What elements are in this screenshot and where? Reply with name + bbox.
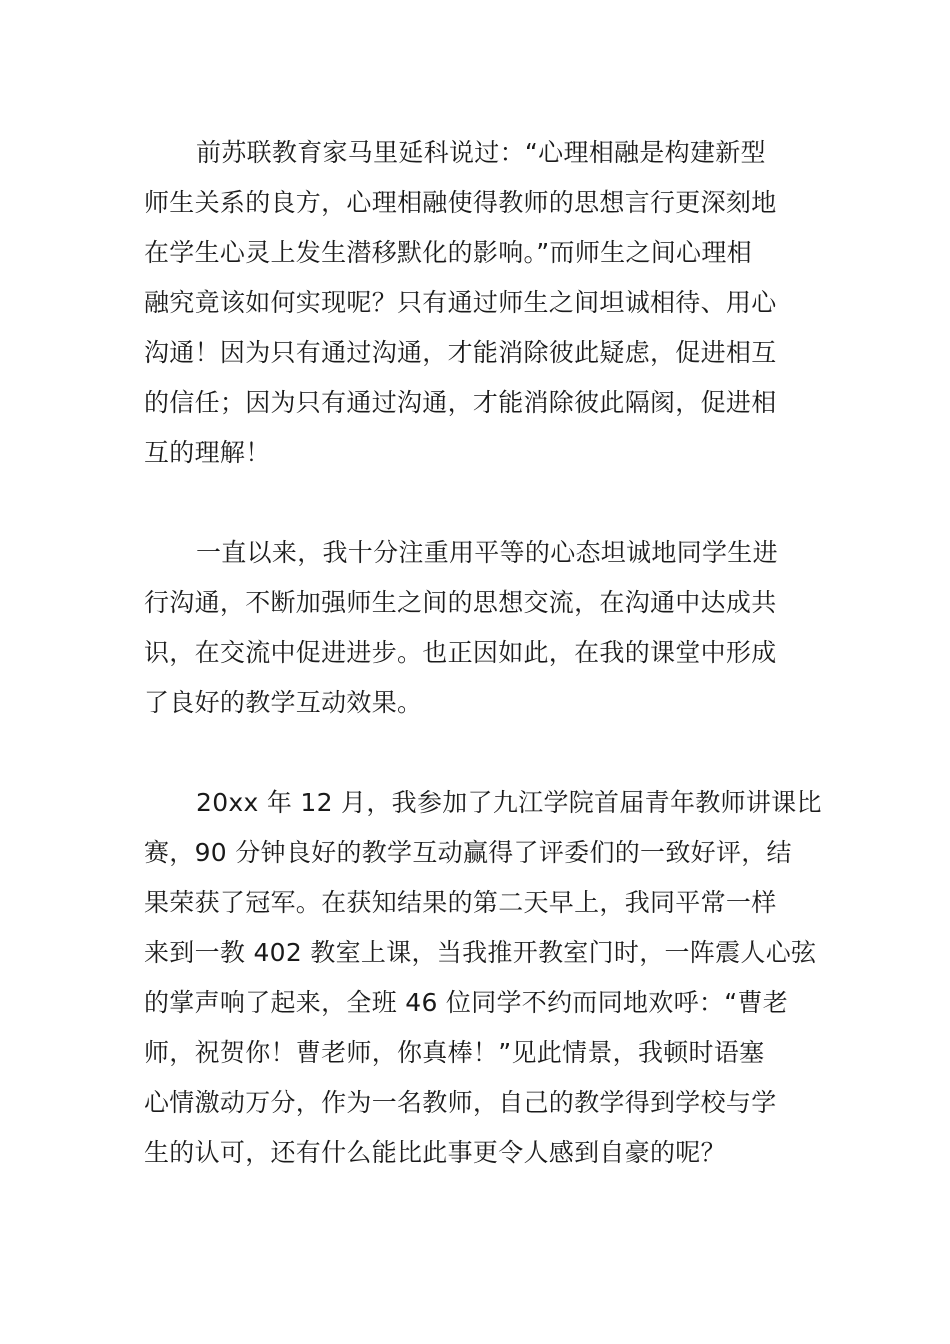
- paragraph-1: [144, 128, 809, 478]
- paragraph-line: 果荣获了冠军。在获知结果的第二天早上，我同平常一样: [144, 888, 777, 917]
- paragraph-line: 互的理解！: [144, 438, 271, 467]
- paragraph-line: 前苏联教育家马里延科说过：“心理相融是构建新型: [196, 138, 766, 167]
- paragraph-3: [144, 778, 822, 1178]
- paragraph-line: 师，祝贺你！曹老师，你真棒！”见此情景，我顿时语塞: [144, 1038, 765, 1067]
- paragraph-line: 20xx 年 12 月，我参加了九江学院首届青年教师讲课比: [196, 788, 822, 817]
- paragraph-line: 了良好的教学互动效果。: [144, 688, 423, 717]
- paragraph-line: 在学生心灵上发生潜移默化的影响。”而师生之间心理相: [144, 238, 752, 267]
- paragraph-line: 生的认可，还有什么能比此事更令人感到自豪的呢？: [144, 1138, 726, 1167]
- paragraph-line: 赛，90 分钟良好的教学互动赢得了评委们的一致好评，结: [144, 838, 792, 867]
- paragraph-line: 师生关系的良方，心理相融使得教师的思想言行更深刻地: [144, 188, 777, 217]
- paragraph-line: 的信任；因为只有通过沟通，才能消除彼此隔阂，促进相: [144, 388, 777, 417]
- paragraph-line: 融究竟该如何实现呢？只有通过师生之间坦诚相待、用心: [144, 288, 777, 317]
- paragraph-line: 一直以来，我十分注重用平等的心态坦诚地同学生进: [196, 538, 778, 567]
- paragraph-spacer: [144, 478, 809, 528]
- document-body: [144, 128, 822, 1178]
- paragraph-line: 心情激动万分，作为一名教师，自己的教学得到学校与学: [144, 1088, 777, 1117]
- paragraph-line: 的掌声响了起来，全班 46 位同学不约而同地欢呼：“曹老: [144, 988, 789, 1017]
- paragraph-line: 来到一教 402 教室上课，当我推开教室门时，一阵震人心弦: [144, 938, 817, 967]
- paragraph-line: 识，在交流中促进进步。也正因如此，在我的课堂中形成: [144, 638, 777, 667]
- paragraph-line: 沟通！因为只有通过沟通，才能消除彼此疑虑，促进相互: [144, 338, 777, 367]
- paragraph-line: 行沟通，不断加强师生之间的思想交流，在沟通中达成共: [144, 588, 777, 617]
- paragraph-spacer: [144, 728, 809, 778]
- paragraph-2: [144, 528, 809, 728]
